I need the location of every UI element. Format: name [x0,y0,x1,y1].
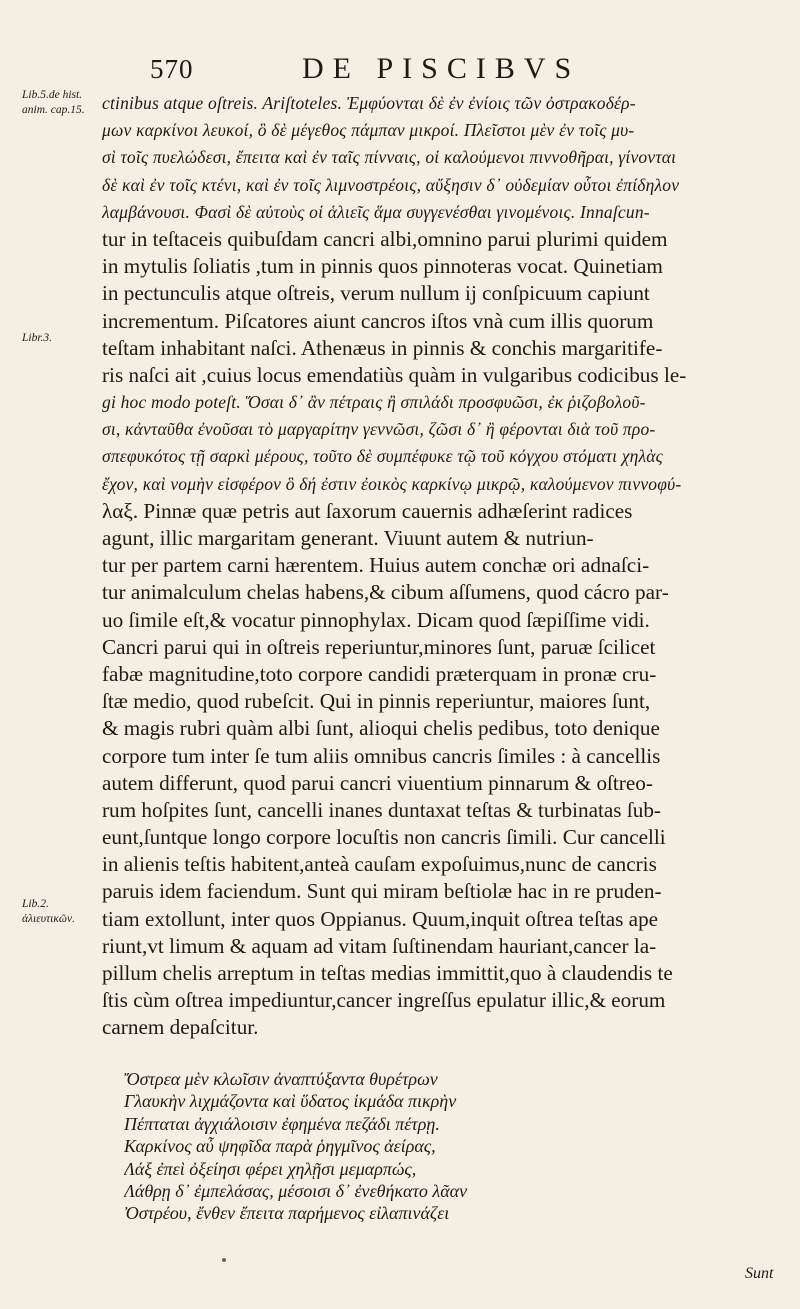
text-line: ſtæ medio, quod rubeſcit. Qui in pinnis reperiuntur, maiores ſunt, [102,689,651,714]
text-line: pillum chelis arreptum in teſtas medias immittit,quo à claudendis te [102,961,673,985]
text-line: in alienis teſtis habitent,anteà cauſam expoſuimus,nunc de cancris [102,852,657,877]
text-line: agunt, illic margaritam generant. Viuunt autem & nutriun- [102,526,594,550]
text-line: ctinibus atque oſtreis. Ariſtoteles. Ἐμφύονται δὲ ἐν ἐνίοις τῶν ὀστρακοδέρ- [102,93,636,113]
text-line: ἔχον, καὶ νομὴν εἰσφέρον ὃ δή ἐστιν ἐοικὸς καρκίνῳ μικρῷ, καλούμενον πιννοφύ- [102,473,682,494]
page-number: 570 [150,54,194,84]
margin-note-top: Lib.5.de hist. anim. cap.15. [22,89,85,116]
text-line: tur animalculum chelas habens,& cibum aſſumens, quod cácro par- [102,580,669,605]
text-line: carnem depaſcitur. [102,1015,259,1040]
text-line: paruis idem faciendum. Sunt qui miram beſtiolæ hac in re pruden- [102,879,662,904]
body-text [102,90,776,1042]
text-line: σπεφυκότος τῇ σαρκὶ μέρους, τοῦτο δὲ συμπέφυκε τῷ τοῦ κόγχου στόματι χηλὰς [102,446,663,467]
text-line: gi hoc modo poteſt. Ὅσαι δ᾽ ἂν πέτραις ἢ σπιλάδι προσφυῶσι, ἐκ ῥιζοβολοῦ- [102,392,646,413]
text-line: incrementum. Piſcatores aiunt cancros iſtos vnà cum illis quorum [102,308,654,333]
text-line: fabæ magnitudine,toto corpore candidi præterquam in pronæ cru- [102,661,657,686]
text-line: σὶ τοῖς πυελώδεσι, ἔπειτα καὶ ἐν ταῖς πίνναις, οἱ καλούμενοι πιννοθῆραι, γίνονται [102,147,677,168]
catchword: Sunt [745,1265,774,1282]
verse-line: Ὄστρεα μὲν κλωῖσιν ἀναπτύξαντα θυρέτρων [124,1069,438,1089]
text-line: λαξ. Pinnæ quæ petris aut ſaxorum cauernis adhæſerint radices [102,498,633,523]
text-line: corpore tum inter ſe tum aliis omnibus cancris ſimiles : à cancellis [102,743,661,768]
text-line: σι, κἀνταῦθα ἐνοῦσαι τὸ μαργαρίτην γεννῶσι, ζῶσι δ᾽ ἢ φέρονται διὰ τοῦ προ- [102,419,656,440]
text-line: autem differunt, quod parui cancri viuentium pinnarum & oſtreo- [102,770,653,795]
verse-line: Καρκίνος αὖ ψηφῖδα παρὰ ῥηγμῖνος ἀείρας, [124,1136,436,1157]
text-line: ſtis cùm oſtrea impediuntur,cancer ingreſſus epulatur illic,& eorum [102,988,666,1013]
text-line: tiam extollunt, inter quos Oppianus. Quum,inquit oſtrea teſtas ape [102,906,659,931]
verse-line: Λάξ ἐπεὶ ὀξείησι φέρει χηλῇσι μεμαρπώς, [124,1158,417,1179]
text-line: ris naſci ait ,cuius locus emendatiùs quàm in vulgaribus codicibus le- [102,362,687,387]
verse-line: Πέπταται ἀγχιάλοισιν ἐφημένα πεζάδι πέτρῃ. [124,1113,440,1134]
text-line: μων καρκίνοι λευκοί, ὃ δὲ μέγεθος πάμπαν μικροί. Πλεῖστοι μὲν ἐν τοῖς μυ- [102,120,635,141]
text-line: λαμβάνουσι. Φασὶ δὲ αὐτοὺς οἱ ἁλιεῖς ἅμα συγγενέσθαι γινομένοις. Innaſcun- [102,201,650,222]
text-line: eunt,ſuntque longo corpore locuſtis non cancris ſimili. Cur cancelli [102,825,666,850]
text-line: in mytulis ſoliatis ,tum in pinnis quos pinnoteras vocat. Quinetiam [102,254,663,279]
text-line: tur in teſtaceis quibuſdam cancri albi,omnino parui plurimi quidem [102,226,668,251]
text-line: teſtam inhabitant naſci. Athenæus in pinnis & conchis margaritife- [102,335,663,360]
text-line: δὲ καὶ ἐν τοῖς κτένι, καὶ ἐν τοῖς λιμνοστρέοις, αὔξησιν δ᾽ οὐδεμίαν οὗτοι ἐπίδηλον [102,174,680,195]
text-line: riunt,vt limum & aquam ad vitam ſuſtinendam hauriant,cancer la- [102,933,657,958]
verse-line: Γλαυκὴν λιχμάζοντα καὶ ὕδατος ἱκμάδα πικρὴν [124,1091,457,1112]
page-header [150,52,770,92]
text-line: uo ſimile eſt,& vocatur pinnophylax. Dicam quod ſæpiſſime vidi. [102,607,650,632]
verse-line: Λάθρῃ δ᾽ ἐμπελάσας, μέσοισι δ᾽ ἐνεθήκατο λᾶαν [124,1180,468,1201]
running-title: DE PISCIBVS [302,52,581,85]
margin-note-low: Lib.2. ἀλιευτικῶν. [22,898,75,925]
text-line: tur per partem carni hærentem. Huius autem conchæ ori adnaſci- [102,553,650,578]
verse-quotation [124,1068,684,1225]
text-line: Cancri parui qui in oſtreis reperiuntur,minores ſunt, paruæ ſcilicet [102,634,656,659]
verse-line: Ὀστρέου, ἔνθεν ἔπειτα παρήμενος εἰλαπινάζει [124,1203,450,1224]
text-line: rum hoſpites ſunt, cancelli inanes duntaxat teſtas & turbinatas ſub- [102,797,661,822]
text-line: & magis rubri quàm albi ſunt, alioqui chelis pedibus, toto denique [102,716,660,741]
margin-note-mid: Libr.3. [22,332,53,344]
text-line: in pectunculis atque oſtreis, verum nullum ij conſpicuum capiunt [102,281,650,306]
ink-speck [222,1258,226,1262]
